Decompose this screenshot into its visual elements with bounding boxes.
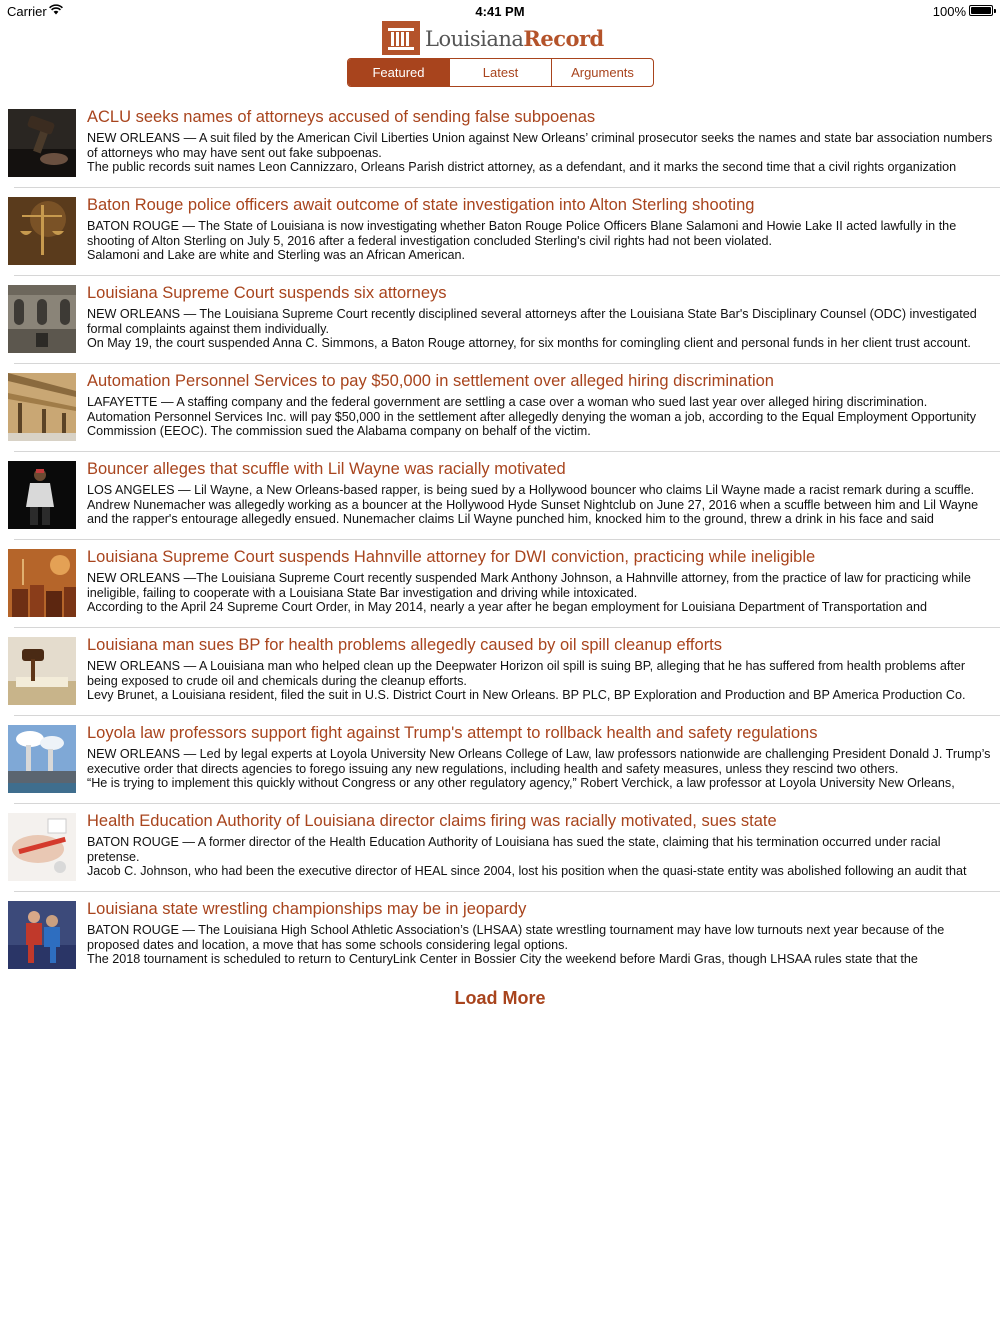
article-thumbnail-scales bbox=[8, 197, 76, 265]
summary-paragraph: NEW ORLEANS — The Louisiana Supreme Court recently disciplined several attorneys after the Louisiana State Bar's Disciplinary Counsel (ODC) investigated formal complaints against them individually. bbox=[87, 307, 977, 336]
article-title[interactable]: Baton Rouge police officers await outcome of state investigation into Alton Sterling shooting bbox=[87, 196, 755, 214]
clock: 4:41 PM bbox=[475, 4, 525, 19]
summary-paragraph: BATON ROUGE — The State of Louisiana is now investigating whether Baton Rouge Police Officers Blane Salamoni and Howie Lake II acted lawfully in the shooting of Alton Sterling on July 5, 2016 after a federal investigation concluded Sterling's civil rights had not been violated. bbox=[87, 219, 957, 248]
summary-paragraph: LOS ANGELES — Lil Wayne, a New Orleans-based rapper, is being sued by a Hollywood bouncer who claims Lil Wayne made a racist remark during a scuffle. bbox=[87, 483, 975, 497]
article-summary bbox=[87, 923, 995, 968]
article-summary bbox=[87, 571, 995, 616]
tab-arguments[interactable]: Arguments bbox=[571, 65, 634, 80]
article-item[interactable] bbox=[0, 716, 1000, 804]
article-title[interactable]: Louisiana man sues BP for health problems allegedly caused by oil spill cleanup efforts bbox=[87, 636, 723, 654]
article-title[interactable]: Bouncer alleges that scuffle with Lil Wayne was racially motivated bbox=[87, 460, 566, 478]
article-title[interactable]: Automation Personnel Services to pay $50,000 in settlement over alleged hiring discrimination bbox=[87, 372, 774, 390]
article-list bbox=[0, 100, 1000, 980]
summary-paragraph: “He is trying to implement this quickly without Congress or any other regulatory agency,” Robert Verchick, a law professor at Loyola University New Orleans, bbox=[87, 776, 955, 791]
article-item[interactable] bbox=[0, 540, 1000, 628]
article-summary bbox=[87, 395, 995, 440]
battery-icon bbox=[969, 5, 993, 16]
article-thumbnail-power-plant bbox=[8, 725, 76, 793]
article-title[interactable]: Louisiana Supreme Court suspends six attorneys bbox=[87, 284, 447, 302]
article-thumbnail-law-books bbox=[8, 549, 76, 617]
article-title[interactable]: Health Education Authority of Louisiana director claims firing was racially motivated, sues state bbox=[87, 812, 777, 830]
article-summary bbox=[87, 747, 995, 792]
article-title[interactable]: Loyola law professors support fight against Trump's attempt to rollback health and safety regulations bbox=[87, 724, 818, 742]
article-thumbnail-gavel bbox=[8, 109, 76, 177]
article-summary bbox=[87, 659, 995, 704]
article-item[interactable] bbox=[0, 452, 1000, 540]
logo-wordmark bbox=[425, 26, 604, 51]
article-item[interactable] bbox=[0, 276, 1000, 364]
article-title[interactable]: ACLU seeks names of attorneys accused of sending false subpoenas bbox=[87, 108, 596, 126]
article-summary bbox=[87, 835, 995, 880]
article-item[interactable] bbox=[0, 100, 1000, 188]
summary-paragraph: According to the April 24 Supreme Court Order, in May 2014, nearly a year after he began employment for Louisiana Department of Transportation and bbox=[87, 600, 928, 615]
article-item[interactable] bbox=[0, 364, 1000, 452]
tab-latest[interactable]: Latest bbox=[450, 59, 552, 86]
battery-percent: 100% bbox=[932, 4, 966, 19]
article-item[interactable] bbox=[0, 188, 1000, 276]
article-thumbnail-construction bbox=[8, 373, 76, 441]
logo-word-record: Record bbox=[523, 25, 604, 51]
summary-paragraph: NEW ORLEANS — Led by legal experts at Loyola University New Orleans College of Law, law professors nationwide are challenging President Donald J. Trump’s executive order that directs agencies to forego issuing any new regulations, including health and safety measures, unless they rescind two others. bbox=[87, 747, 991, 776]
tab-featured[interactable]: Featured bbox=[348, 59, 450, 86]
summary-paragraph: Automation Personnel Services Inc. will pay $50,000 in the settlement after allegedly denying the woman a job, according to the Equal Employment Opportunity Commission (EEOC). The commission sued the Alabama company on behalf of the victim. bbox=[87, 409, 977, 439]
summary-paragraph: The 2018 tournament is scheduled to return to CenturyLink Center in Bossier City the weekend before Mardi Gras, though LHSAA rules state that the bbox=[87, 952, 918, 967]
summary-paragraph: NEW ORLEANS —The Louisiana Supreme Court recently suspended Mark Anthony Johnson, a Hahnville attorney, from the practice of law for practicing while ineligible, failing to cooperate with a Louisiana State Bar investigation and driving while intoxicated. bbox=[87, 571, 971, 600]
summary-paragraph: On May 19, the court suspended Anna C. Simmons, a Baton Rouge attorney, for six months for comingling client and personal funds in her client trust account. bbox=[87, 336, 971, 351]
summary-paragraph: Salamoni and Lake are white and Sterling was an African American. bbox=[87, 248, 466, 263]
load-more-button[interactable]: Load More bbox=[454, 988, 546, 1008]
summary-paragraph: The public records suit names Leon Cannizzaro, Orleans Parish district attorney, as a defendant, and it marks the second time that a civil rights organization bbox=[87, 160, 957, 175]
article-summary bbox=[87, 131, 995, 176]
article-item[interactable] bbox=[0, 628, 1000, 716]
summary-paragraph: Andrew Nunemacher was allegedly working as a bouncer at the Hollywood Hyde Sunset Nightclub on June 27, 2016 when a scuffle between him and Lil Wayne and the rapper's entourage allegedly ensued. Nunemacher claims Lil Wayne punched him, knocked him to the ground, threw a drink in his face and said bbox=[87, 497, 979, 527]
logo-word-louisiana: Louisiana bbox=[425, 26, 524, 51]
carrier-label: Carrier bbox=[7, 4, 47, 19]
article-summary bbox=[87, 307, 995, 352]
article-thumbnail-wrestling bbox=[8, 901, 76, 969]
status-bar bbox=[0, 0, 1000, 22]
summary-paragraph: NEW ORLEANS — A suit filed by the American Civil Liberties Union against New Orleans’ criminal prosecutor seeks the names and state bar association numbers of attorneys who may have sent out fake subpoenas. bbox=[87, 131, 993, 160]
summary-paragraph: BATON ROUGE — The Louisiana High School Athletic Association’s (LHSAA) state wrestling tournament may have low turnouts next year because of the proposed dates and location, a move that has some schools considering legal options. bbox=[87, 923, 945, 952]
article-title[interactable]: Louisiana state wrestling championships may be in jeopardy bbox=[87, 900, 527, 918]
article-thumbnail-courthouse bbox=[8, 285, 76, 353]
summary-paragraph: NEW ORLEANS — A Louisiana man who helped clean up the Deepwater Horizon oil spill is suing BP, alleging that he has suffered from health problems after being exposed to crude oil and chemicals during the cleanup efforts. bbox=[87, 659, 966, 688]
article-thumbnail-performer bbox=[8, 461, 76, 529]
courthouse-pillar-icon bbox=[382, 21, 420, 55]
article-summary bbox=[87, 483, 995, 528]
summary-paragraph: LAFAYETTE — A staffing company and the federal government are settling a case over a woman who sued last year over alleged hiring discrimination. bbox=[87, 395, 928, 409]
article-item[interactable] bbox=[0, 804, 1000, 892]
article-thumbnail-gavel-book bbox=[8, 637, 76, 705]
section-tabs bbox=[347, 58, 654, 87]
summary-paragraph: BATON ROUGE — A former director of the Health Education Authority of Louisiana has sued the state, claiming that his termination occurred under racial pretense. bbox=[87, 835, 941, 864]
article-title[interactable]: Louisiana Supreme Court suspends Hahnville attorney for DWI conviction, practicing while ineligible bbox=[87, 548, 816, 566]
summary-paragraph: Jacob C. Johnson, who had been the executive director of HEAL since 2004, lost his position when the quasi-state entity was abolished following an audit that bbox=[87, 864, 967, 879]
article-item[interactable] bbox=[0, 892, 1000, 980]
article-summary bbox=[87, 219, 995, 264]
app-logo bbox=[382, 21, 604, 55]
summary-paragraph: Levy Brunet, a Louisiana resident, filed the suit in U.S. District Court in New Orleans. BP PLC, BP Exploration and Production and BP America Production Co. bbox=[87, 688, 966, 703]
article-thumbnail-medical bbox=[8, 813, 76, 881]
